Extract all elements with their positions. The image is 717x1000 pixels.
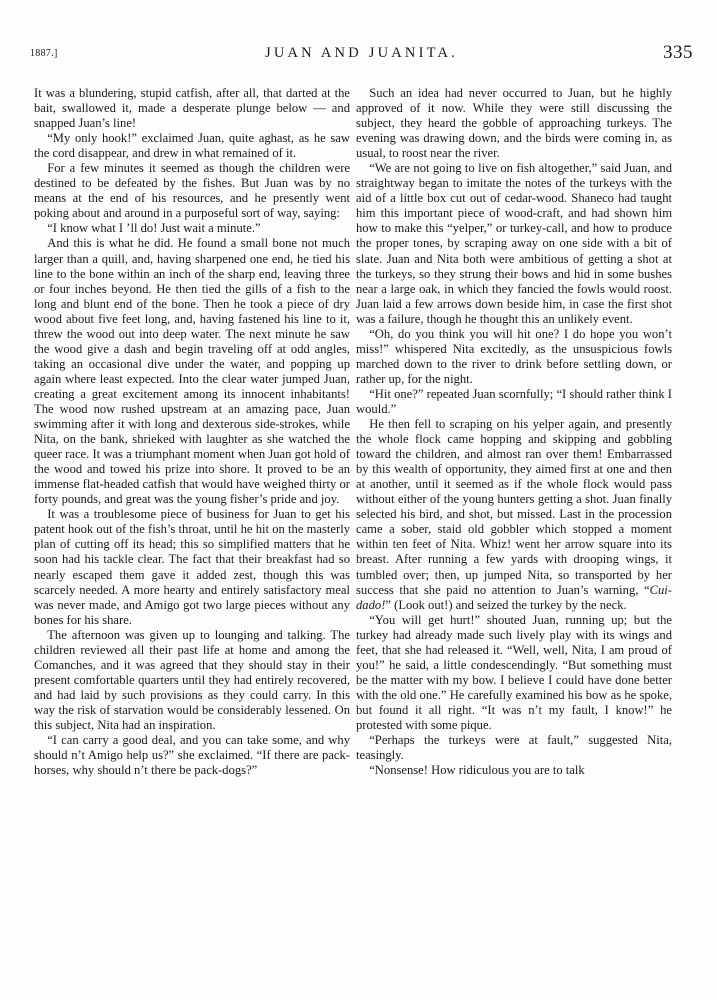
paragraph: “Nonsense! How ridiculous you are to talk <box>369 763 585 778</box>
paragraph: “Oh, do you think you will hit one? I do hope you won’t miss!” whispered Nita excitedly, as the unsuspicious fowls marched down to the river to drink before settling down, or rather up, for the night. <box>356 326 672 386</box>
paragraph: “Perhaps the turkeys were at fault,” suggested Nita, teasingly. <box>356 733 672 763</box>
paragraph: “I know what I ’ll do! Just wait a minute.” <box>47 221 261 236</box>
paragraph: The afternoon was given up to lounging and talking. The children reviewed all their past life at home and among the Comanches, and it was agreed that they should stay in their present comfortable quarters until they had entirely recovered, and had laid by such provisions as they could carry. In this way the risk of starvation would be considerably lessened. On this subject, Nita had an inspiration. <box>34 627 350 732</box>
paragraph: It was a troublesome piece of business for Juan to get his patent hook out of the fish’s throat, until he hit on the masterly plan of cutting off its head; this so simplified matters that he soon had his tackle clear. The fact that their breakfast had so nearly escaped them gave it added zest, though this was scarcely needed. A more hearty and entirely satisfactory meal was never made, and Amigo got two large pieces without any bones for his share. <box>34 507 350 627</box>
left-column <box>34 86 350 778</box>
italic-word: Cuidado! <box>356 582 672 612</box>
right-column <box>356 86 672 778</box>
paragraph <box>356 417 672 613</box>
paragraph: Such an idea had never occurred to Juan, but he highly approved of it now. While they were still discussing the subject, they heard the gobble of approaching turkeys. The evening was drawing down, and the birds were coming in, as usual, to roost near the river. <box>356 86 672 161</box>
paragraph: “We are not going to live on fish altogether,” said Juan, and straightway began to imitate the notes of the turkeys with the aid of a little box cut out of cedar-wood. Shaneco had taught him this important piece of wood-craft, and had shown him how to make this “yelper,” or turkey-call, and how to produce the proper tones, by scraping away on one side with a bit of slate. Juan and Nita both were ambitious of getting a shot at the turkeys, so they strung their bows and hid in some bushes near a large oak, in which they fancied the fowls would roost. Juan laid a few arrows down beside him, in case the first shot was a failure, though he thought this an unlikely event. <box>356 161 672 326</box>
paragraph: “Hit one?” repeated Juan scornfully; “I should rather think I would.” <box>356 386 672 416</box>
paragraph: “You will get hurt!” shouted Juan, running up; but the turkey had already made such lively play with its wings and feet, that she had released it. “Well, well, Nita, I am proud of you!” he said, a little condescendingly. “But something must be the matter with my bow. I believe I could have done better with the old one.” He carefully examined his bow as he spoke, but found it all right. “It was n’t my fault, I know!” he protested with some pique. <box>356 612 672 732</box>
page-number: 335 <box>663 42 693 63</box>
paragraph: “I can carry a good deal, and you can take some, and why should n’t Amigo help us?” she exclaimed. “If there are pack-horses, why should n’t there be pack-dogs?” <box>34 733 350 778</box>
running-head-year: 1887.] <box>30 48 58 59</box>
paragraph: For a few minutes it seemed as though the children were destined to be defeated by the fishes. But Juan was by no means at the end of his resources, and he presently went poking about and around in a purposeful sort of way, saying: <box>34 161 350 221</box>
running-head-title: JUAN AND JUANITA. <box>265 45 458 61</box>
paragraph: “My only hook!” exclaimed Juan, quite aghast, as he saw the cord disappear, and drew in what remained of it. <box>34 131 350 161</box>
paragraph-text: ” (Look out!) and seized the turkey by the neck. <box>385 597 627 612</box>
paragraph-text: He then fell to scraping on his yelper again, and presently the whole flock came hopping and skipping and gobbling toward the children, and almost ran over them! Embarrassed by this wealth of opportunity, they aimed first at one and then at another, until it seemed as if the whole flock would pass without either of the young hunters getting a shot. Juan finally selected his bird, and shot, but missed. Last in the procession came a sober, staid old gobbler which stopped a moment within ten feet of Nita. Whiz! went her arrow square into its breast. After running a few yards with drooping wings, it tumbled over; then, up jumped Nita, so transported by her success that she paid no attention to Juan’s warning, “ <box>356 417 672 597</box>
paragraph: And this is what he did. He found a small bone not much larger than a quill, and, having sharpened one end, he tied his line to the bone within an inch of the sharp end, leaving three or four inches beyond. He then tied the gills of a fish to the long and blunt end of the bone. Then he took a piece of dry wood about five feet long, and, having fastened his line to it, threw the wood out into deep water. The next minute he saw the wood give a dash and begin traveling off at odd angles, taking an occasional dive under the water, and popping up again where least expected. Into the clear water jumped Juan, creating a great excitement among its innocent inhabitants! The wood now rushed upstream at an amazing pace, Juan swimming after it with long and dexterous side-strokes, while Nita, on the bank, shrieked with laughter as she watched the queer race. It was a triumphant moment when Juan got hold of the wood and towed his prize into shore. It proved to be an immense flat-headed catfish that would have weighed thirty or forty pounds, and great was the young fisher’s pride and joy. <box>34 236 350 507</box>
paragraph: It was a blundering, stupid catfish, after all, that darted at the bait, swallowed it, made a desperate plunge below — and snapped Juan’s line! <box>34 86 350 131</box>
running-head <box>26 44 697 66</box>
